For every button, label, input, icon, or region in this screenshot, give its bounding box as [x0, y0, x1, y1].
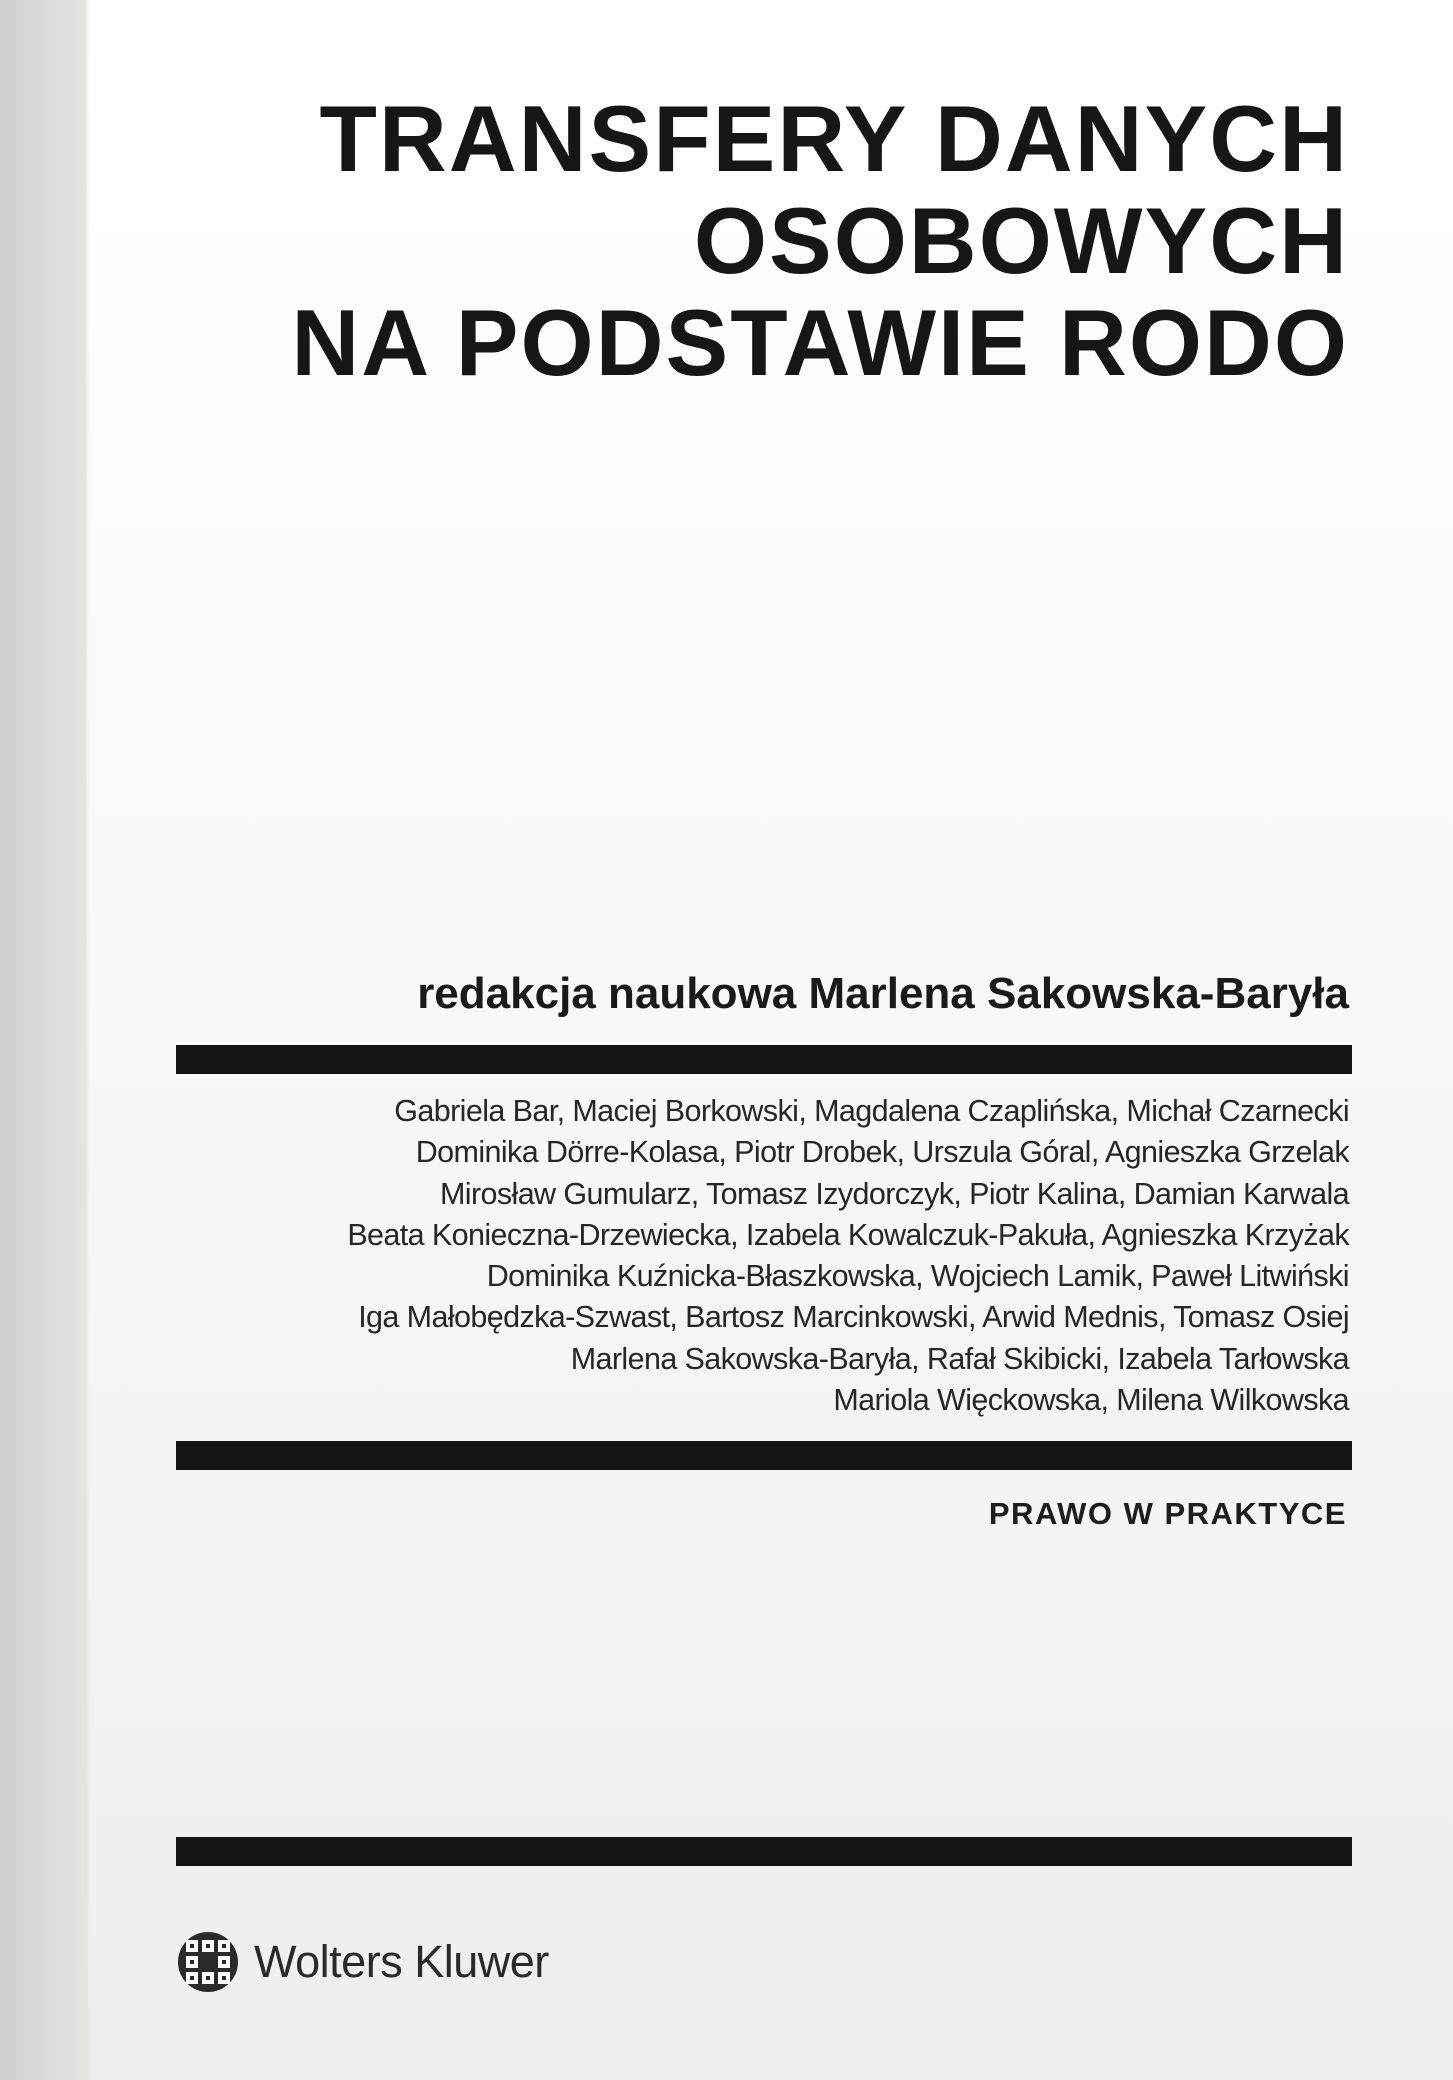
authors-line-4: Beata Konieczna-Drzewiecka, Izabela Kowalczuk-Pakuła, Agnieszka Krzyżak — [347, 1217, 1349, 1252]
divider-bar-bottom — [176, 1837, 1352, 1866]
wolters-kluwer-grid-logo-icon — [176, 1930, 240, 1994]
authors-list — [149, 1091, 1349, 1421]
authors-line-5: Dominika Kuźnicka-Błaszkowska, Wojciech Lamik, Paweł Litwiński — [486, 1259, 1349, 1294]
divider-bar-top — [176, 1045, 1352, 1074]
authors-line-2: Dominika Dörre-Kolasa, Piotr Drobek, Urszula Góral, Agnieszka Grzelak — [415, 1135, 1349, 1170]
divider-bar-middle — [176, 1441, 1352, 1470]
scientific-editor: redakcja naukowa Marlena Sakowska-Baryła — [417, 969, 1349, 1018]
authors-line-6: Iga Małobędzka-Szwast, Bartosz Marcinkowski, Arwid Mednis, Tomasz Osiej — [358, 1300, 1349, 1335]
authors-line-3: Mirosław Gumularz, Tomasz Izydorczyk, Piotr Kalina, Damian Karwala — [439, 1176, 1349, 1211]
book-spine — [0, 0, 86, 2080]
title-line-2: OSOBOWYCH — [693, 188, 1349, 293]
authors-line-8: Mariola Więckowska, Milena Wilkowska — [833, 1383, 1349, 1418]
series-name: PRAWO W PRAKTYCE — [988, 1496, 1347, 1531]
publisher-name: Wolters Kluwer — [254, 1936, 549, 1987]
authors-line-7: Marlena Sakowska-Baryła, Rafał Skibicki, Izabela Tarłowska — [570, 1341, 1349, 1376]
spine-shadow — [86, 0, 90, 2080]
book-title — [249, 88, 1349, 394]
title-line-3: NA PODSTAWIE RODO — [291, 290, 1349, 395]
title-line-1: TRANSFERY DANYCH — [319, 86, 1349, 191]
publisher-logo — [176, 1930, 549, 1994]
authors-line-1: Gabriela Bar, Maciej Borkowski, Magdalena Czaplińska, Michał Czarnecki — [394, 1094, 1349, 1128]
